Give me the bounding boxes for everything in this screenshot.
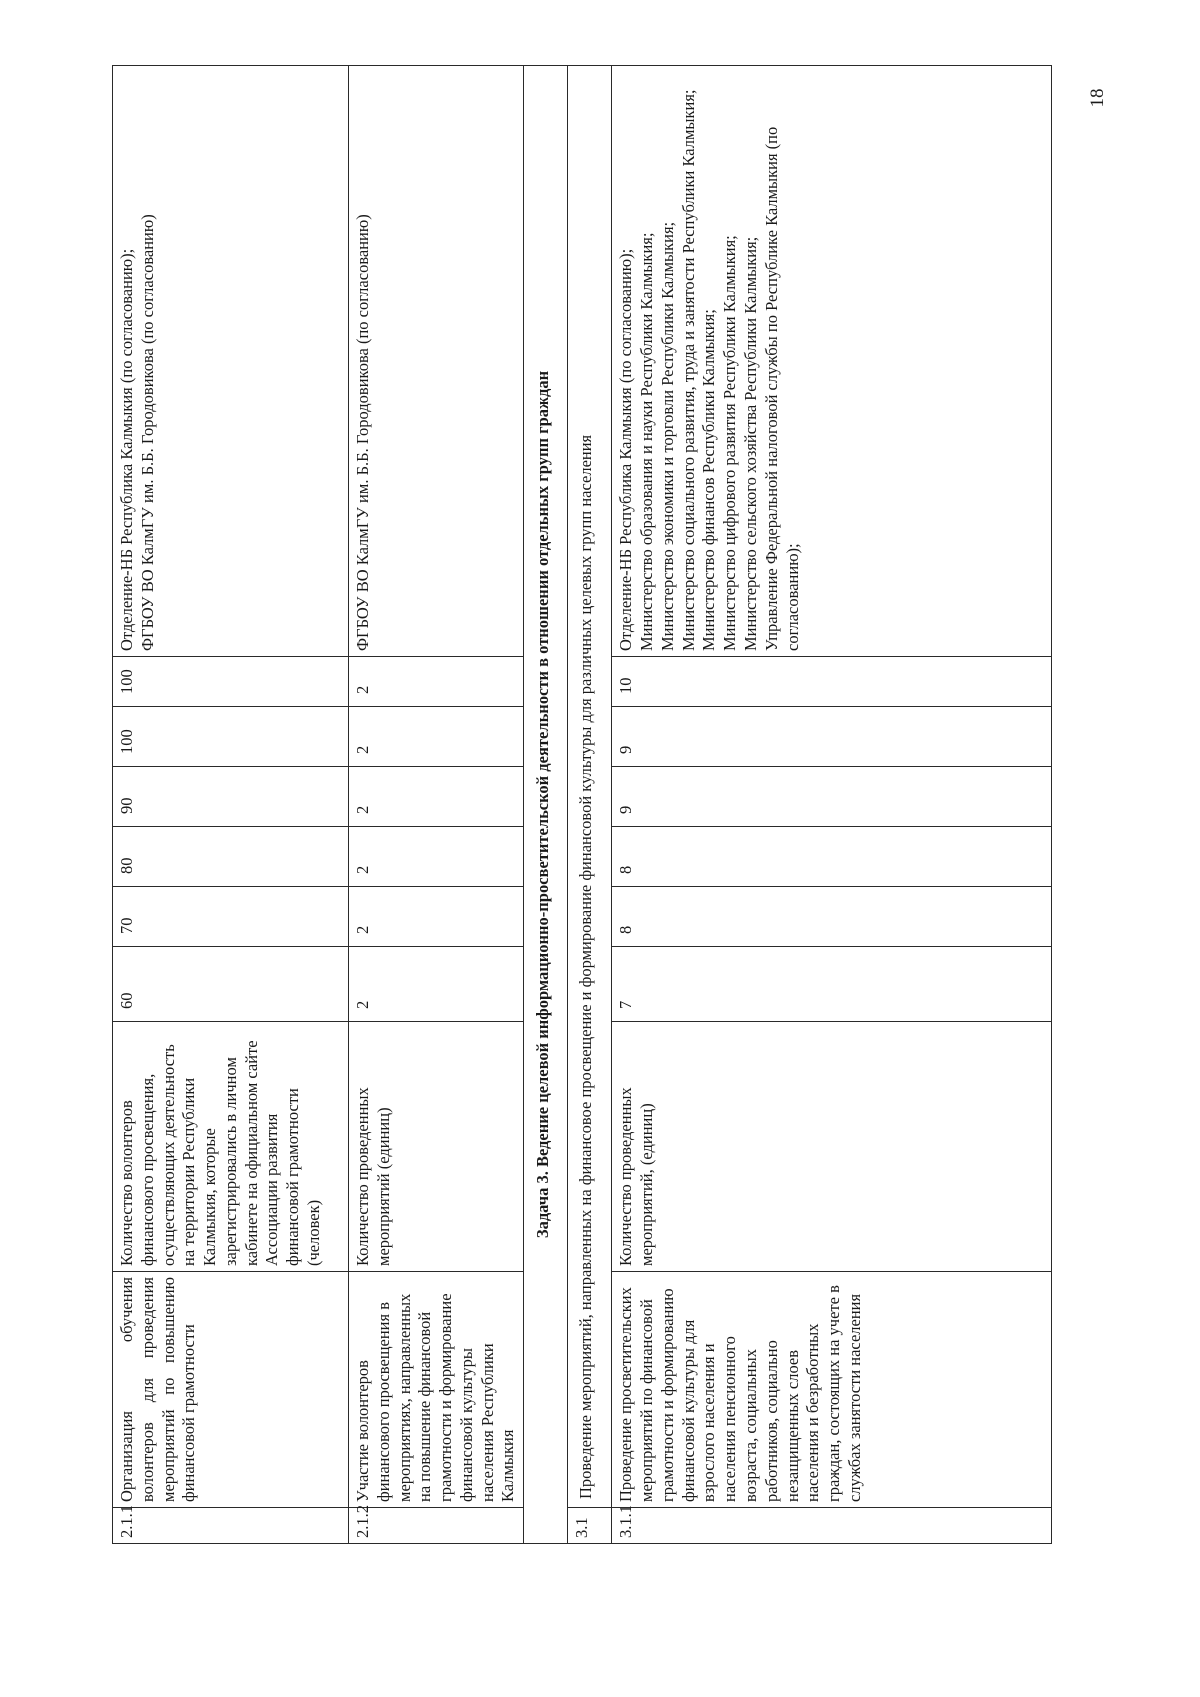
table-row <box>113 66 349 1544</box>
value-cell: 2 <box>349 767 524 827</box>
row-number: 3.1.1 <box>612 1508 1052 1544</box>
value-cell: 70 <box>113 887 349 947</box>
table-row <box>612 66 1052 1544</box>
value-cell: 9 <box>612 707 1052 767</box>
value-cell: 80 <box>113 827 349 887</box>
responsible-line: Отделение-НБ Республика Калмыкия (по согласованию); <box>616 248 636 651</box>
responsible-line: Министерство образования и науки Республики Калмыкия; <box>637 232 657 651</box>
responsible-line: Министерство финансов Республики Калмыкия; <box>699 309 719 651</box>
value-cell: 100 <box>113 657 349 707</box>
value-cell: 100 <box>113 707 349 767</box>
responsible-cell <box>113 66 349 657</box>
page-number: 18 <box>1087 88 1108 108</box>
responsible-line: Управление Федеральной налоговой службы по Республике Калмыкия (по согласованию); <box>761 126 802 651</box>
responsible-line: ФГБОУ ВО КалмГУ им. Б.Б. Городовикова (по согласованию) <box>137 214 157 651</box>
row-number: 3.1 <box>568 1508 612 1544</box>
value-cell: 9 <box>612 767 1052 827</box>
value-cell: 90 <box>113 767 349 827</box>
responsible-line: Министерство сельского хозяйства Республики Калмыкия; <box>740 236 760 651</box>
responsible-line: Отделение-НБ Республика Калмыкия (по согласованию); <box>117 248 136 651</box>
task-heading-row <box>524 66 568 1544</box>
indicator-cell: Количество волонтеров финансового просвещения, осуществляющих деятельность на территории Республики Калмыкия, которые зарегистрировались в личном кабинете на официальном сайте Ассоциации развития финансовой грамотности (человек) <box>113 1022 349 1272</box>
value-cell: 2 <box>349 707 524 767</box>
rotated-table-container <box>112 66 1072 1544</box>
event-cell: Участие волонтеров финансового просвещения в мероприятиях, направленных на повышение финансовой грамотности и формирование финансовой культуры населения Республики Калмыкия <box>349 1272 524 1508</box>
value-cell: 2 <box>349 657 524 707</box>
row-number: 2.1.1 <box>113 1508 349 1544</box>
row-number: 2.1.2 <box>349 1508 524 1544</box>
value-cell: 8 <box>612 887 1052 947</box>
responsible-cell <box>349 66 524 657</box>
responsible-line: Министерство социального развития, труда и занятости Республики Калмыкия; <box>678 89 698 651</box>
event-cell: Организация обучения волонтеров для проведения мероприятий по повышению финансовой грамотности <box>113 1272 349 1508</box>
value-cell: 10 <box>612 657 1052 707</box>
responsible-line: Министерство экономики и торговли Республики Калмыкия; <box>657 221 677 651</box>
indicator-cell: Количество проведенных мероприятий (единиц) <box>349 1022 524 1272</box>
table-row <box>349 66 524 1544</box>
subsection-row <box>568 66 612 1544</box>
value-cell: 2 <box>349 947 524 1022</box>
rotated-table-wrapper <box>112 66 1072 1544</box>
value-cell: 7 <box>612 947 1052 1022</box>
value-cell: 2 <box>349 827 524 887</box>
value-cell: 8 <box>612 827 1052 887</box>
event-cell: Проведение просветительских мероприятий по финансовой грамотности и формированию финансовой культуры для взрослого населения и населения пенсионного возраста, социальных работников, социально незащищенных слоев населения и безработных граждан, состоящих на учете в службах занятости населения <box>612 1272 1052 1508</box>
task-heading: Задача 3. Ведение целевой информационно-просветительской деятельности в отношении отдельных групп граждан <box>524 66 568 1544</box>
indicator-cell: Количество проведенных мероприятий, (единиц) <box>612 1022 1052 1272</box>
responsible-line: Министерство цифрового развития Республики Калмыкия; <box>720 235 740 651</box>
responsible-cell <box>612 66 1052 657</box>
measures-table <box>112 65 1052 1544</box>
value-cell: 60 <box>113 947 349 1022</box>
subsection-title: Проведение мероприятий, направленных на финансовое просвещение и формирование финансовой культуры для различных целевых групп населения <box>568 66 612 1508</box>
value-cell: 2 <box>349 887 524 947</box>
responsible-line: ФГБОУ ВО КалмГУ им. Б.Б. Городовикова (по согласованию) <box>353 214 372 651</box>
